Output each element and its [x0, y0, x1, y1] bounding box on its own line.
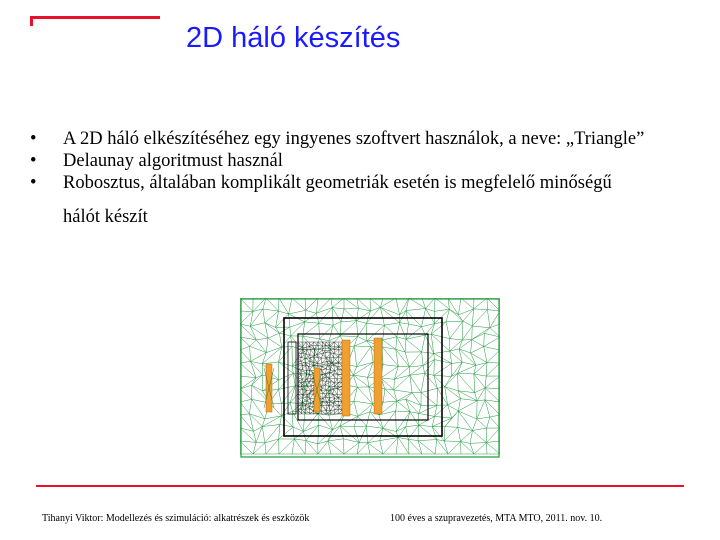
triangle-mesh-image: [240, 298, 500, 458]
footer-event: 100 éves a szupravezetés, MTA MTO, 2011. nov. 10.: [390, 513, 603, 524]
bullet-text: Robosztus, általában komplikált geometriák esetén is megfelelő minőségű: [63, 173, 612, 193]
corner-accent-vertical: [30, 16, 33, 26]
bullet-dot: •: [30, 173, 37, 193]
bullet-item: [30, 128, 710, 150]
slide-title: 2D háló készítés: [186, 22, 401, 54]
corner-accent-horizontal: [30, 16, 160, 19]
bullet-item: [30, 172, 710, 228]
footer-divider: [36, 485, 684, 487]
bullet-text: Delaunay algoritmust használ: [63, 151, 283, 171]
footer-author: Tihanyi Viktor: Modellezés és szimuláció: alkatrészek és eszközök: [42, 513, 310, 524]
bullet-text-continuation: hálót készít: [63, 207, 148, 227]
bullet-text: A 2D háló elkészítéséhez egy ingyenes szoftvert használok, a neve: „Triangle”: [63, 129, 645, 149]
bullet-dot: •: [30, 129, 37, 149]
bullet-dot: •: [30, 151, 37, 171]
bullet-list: [30, 128, 710, 228]
bullet-item: [30, 150, 710, 172]
